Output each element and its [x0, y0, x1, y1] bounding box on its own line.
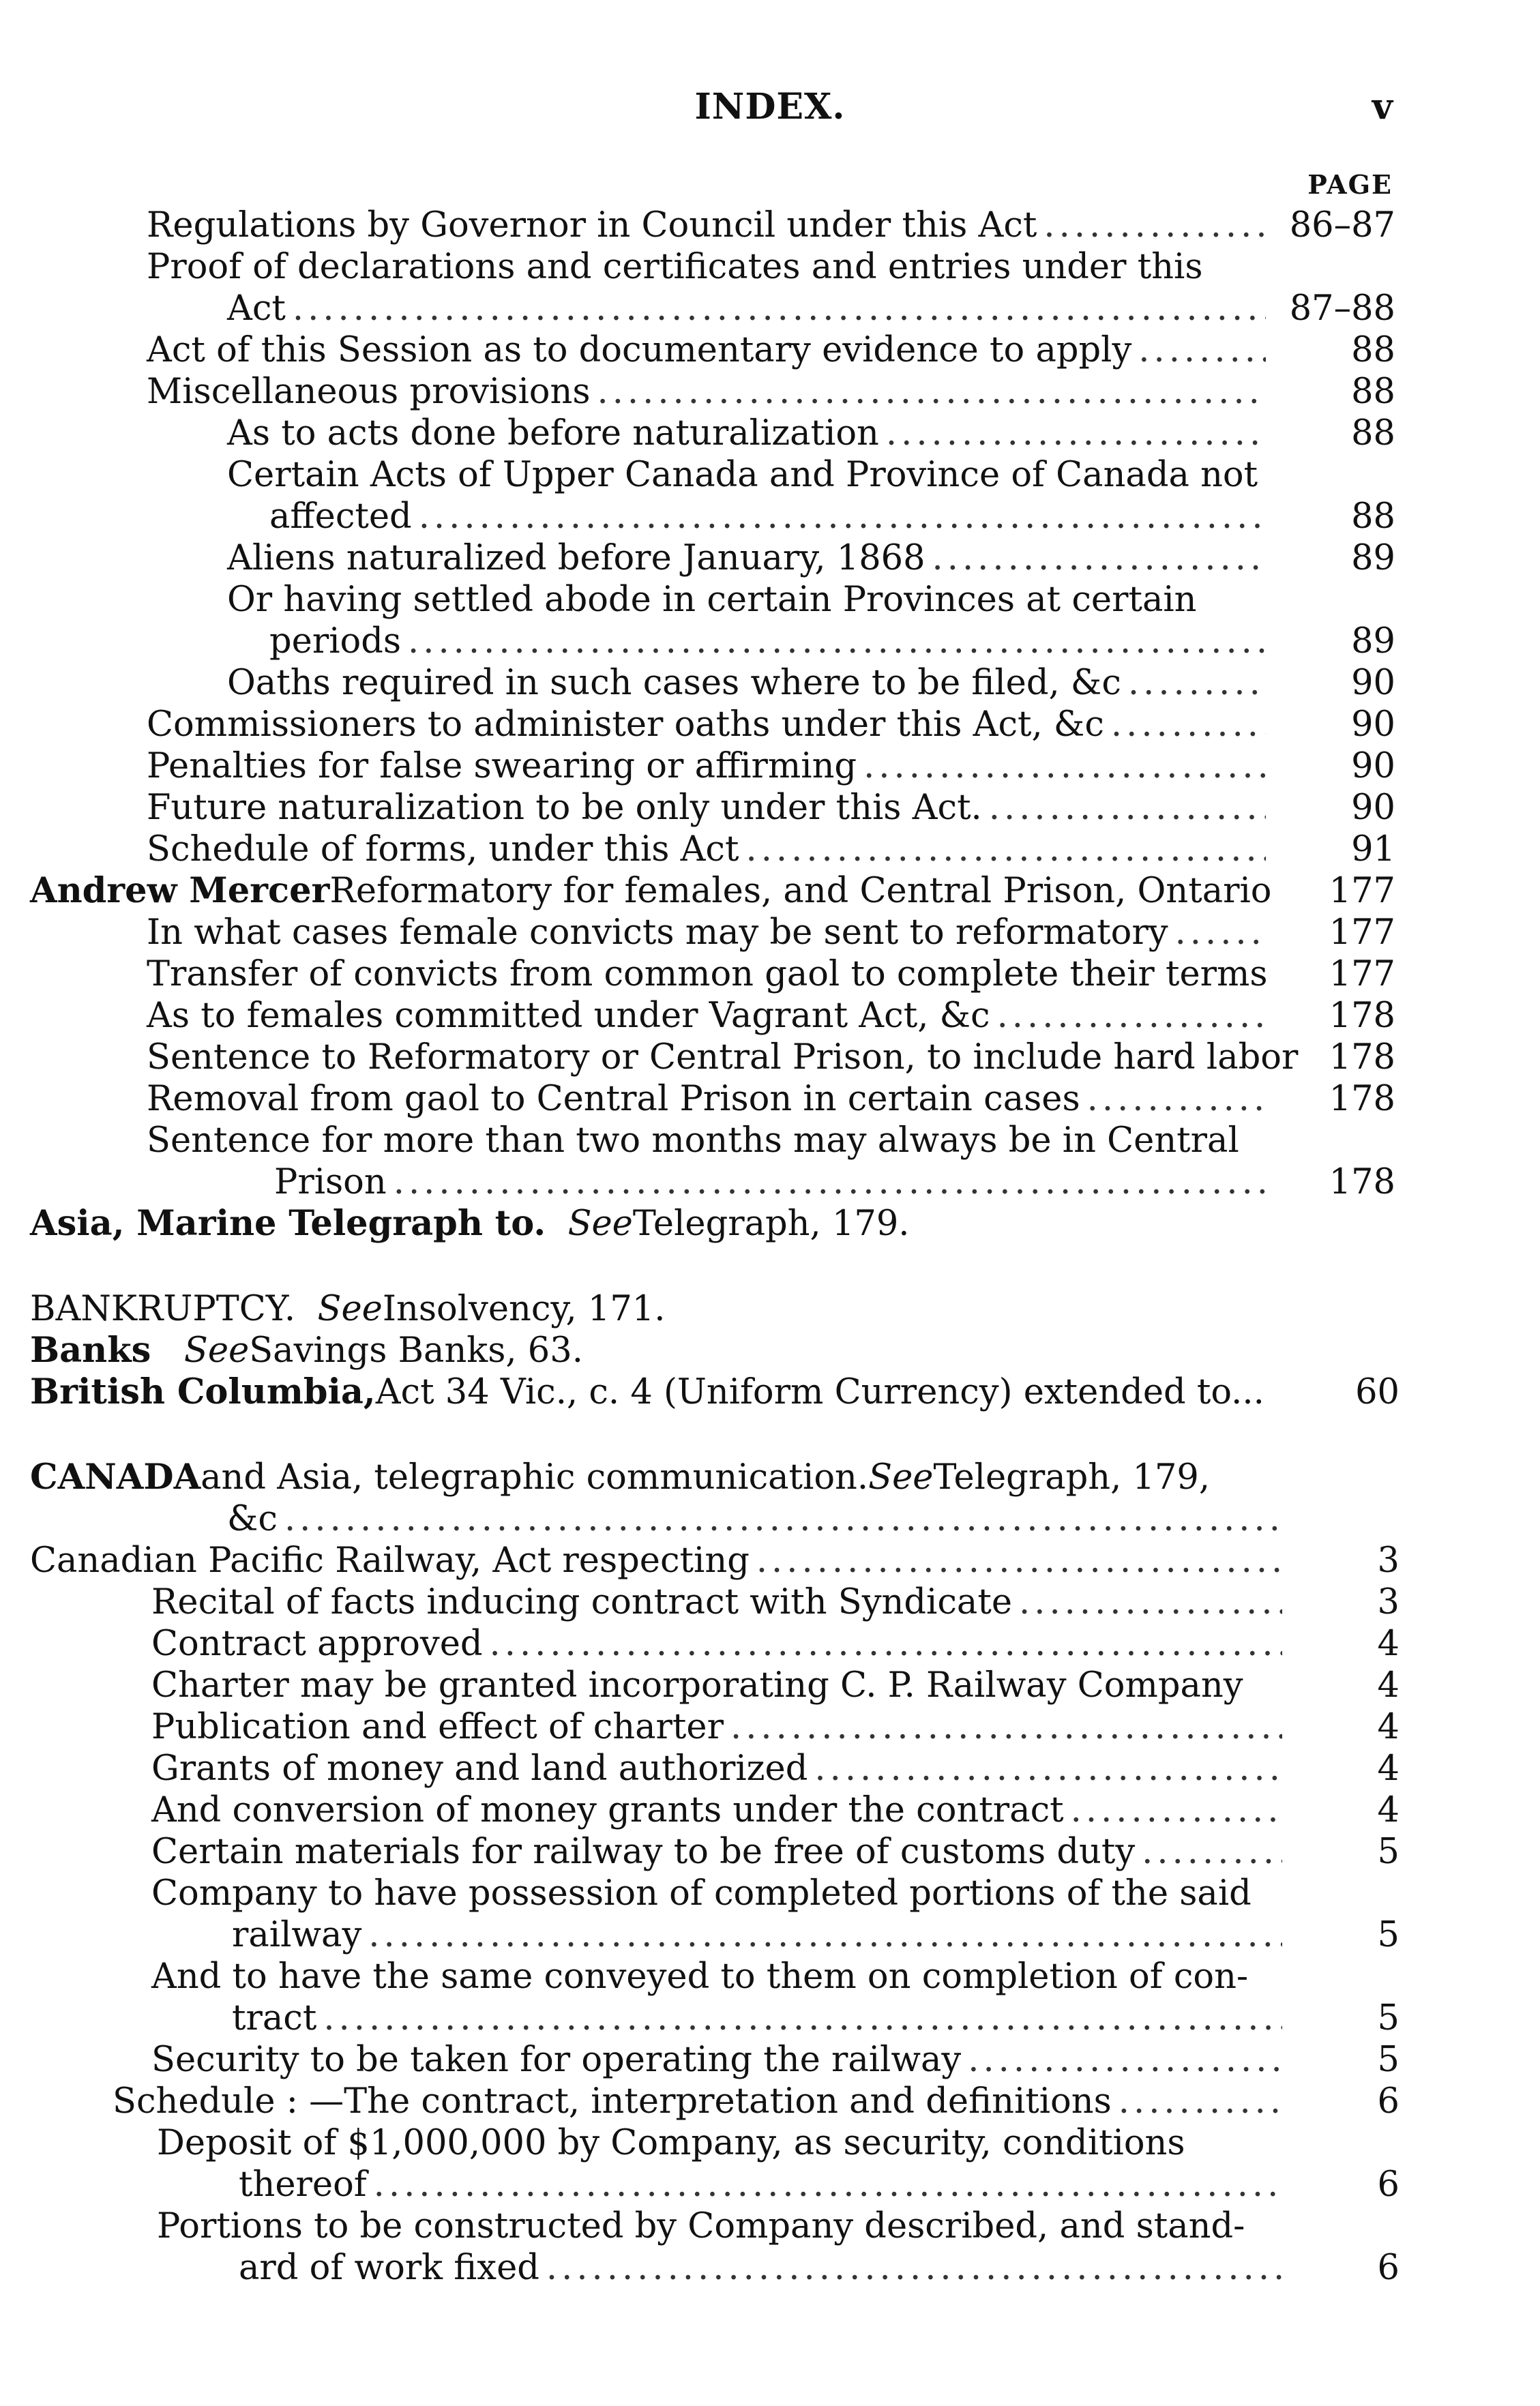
entry-text: [113, 2081, 1282, 2122]
entry-text: [151, 1581, 1282, 1623]
entry-page: 89: [1351, 621, 1395, 662]
dot-leader: [374, 2164, 1282, 2206]
entry-page: 4: [1377, 1665, 1400, 1706]
entry-label: Act: [227, 288, 286, 329]
dot-leader: [814, 1748, 1282, 1789]
entry-text: [269, 496, 1266, 537]
entry-text: [147, 829, 1266, 870]
entry-page: 87–88: [1289, 288, 1395, 329]
index-entry: [0, 1120, 1540, 1161]
entry-text: [274, 1161, 1266, 1203]
index-entry: [0, 662, 1540, 704]
entry-page: 4: [1377, 1790, 1400, 1830]
entry-label: affected: [269, 496, 412, 537]
index-entry: [0, 246, 1540, 288]
index-entry: [0, 1706, 1540, 1748]
entry-page: 3: [1377, 1582, 1400, 1622]
index-entry: [0, 1831, 1540, 1873]
entry-text: [147, 246, 1203, 288]
entry-page: 5: [1377, 1915, 1400, 1955]
entry-text: [147, 1037, 1298, 1078]
entry-text: [232, 1914, 1282, 1956]
dot-leader: [394, 1161, 1266, 1203]
entry-text: [30, 1203, 910, 1245]
dot-leader: [745, 829, 1266, 870]
entry-text: [151, 1873, 1252, 1914]
index-entry-heading: [0, 1371, 1540, 1413]
index-entry: [0, 579, 1540, 621]
index-entry: [0, 1873, 1540, 1914]
entry-text: [157, 2206, 1245, 2247]
index-entry: [0, 2247, 1540, 2289]
index-entry: [0, 1665, 1540, 1706]
index-entry: [0, 413, 1540, 454]
entry-label: Penalties for false swearing or affirming: [147, 746, 857, 786]
index-entry: [0, 995, 1540, 1037]
index-entry: [0, 2164, 1540, 2206]
entry-text: [30, 1457, 1210, 1498]
index-entry-heading: [0, 1457, 1540, 1498]
dot-leader: [368, 1914, 1282, 1956]
index-entry: [0, 1748, 1540, 1789]
entry-text: [151, 1706, 1282, 1748]
index-entry-heading: [0, 870, 1540, 912]
entry-label: Or having settled abode in certain Provinces at certain: [227, 580, 1197, 620]
entry-label: Recital of facts inducing contract with Syndicate: [151, 1582, 1013, 1622]
entry-label: Contract approved: [151, 1624, 483, 1664]
index-entry: [0, 371, 1540, 413]
dot-leader: [968, 2039, 1282, 2081]
index-entry-heading: [0, 1330, 1540, 1371]
entry-text: [151, 1623, 1282, 1665]
entry-page: 3: [1377, 1541, 1400, 1581]
entry-page: 4: [1377, 1707, 1400, 1747]
entry-page: 90: [1351, 746, 1395, 786]
index-entry: [0, 1498, 1540, 1540]
entry-label: Telegraph, 179.: [632, 1204, 910, 1244]
entry-label: Charter may be granted incorporating C. P. Railway Company: [151, 1665, 1243, 1706]
entry-label: Commissioners to administer oaths under this Act, &c: [147, 704, 1104, 745]
entry-label: See: [567, 1204, 633, 1244]
index-entry: [0, 329, 1540, 371]
entry-label: Schedule of forms, under this Act: [147, 829, 739, 870]
entry-text: [30, 1540, 1282, 1581]
entry-text: [147, 205, 1266, 246]
entry-text: [232, 1997, 1282, 2039]
entry-label: Sentence for more than two months may always be in Central: [147, 1120, 1239, 1161]
entry-label: Savings Banks, 63.: [249, 1331, 583, 1371]
dot-leader: [886, 413, 1266, 454]
dot-leader: [1138, 329, 1266, 371]
entry-label: Insolvency, 171.: [382, 1289, 666, 1329]
entry-page: 5: [1377, 1832, 1400, 1872]
dot-leader: [490, 1623, 1282, 1665]
entry-text: [157, 2122, 1185, 2164]
entry-label: See: [183, 1331, 250, 1371]
entry-text: [227, 537, 1266, 579]
entry-text: [147, 995, 1266, 1037]
entry-label: Regulations by Governor in Council under this Act: [147, 205, 1037, 246]
entry-label: Canadian Pacific Railway, Act respecting: [30, 1541, 750, 1581]
entry-label: &c: [227, 1499, 278, 1539]
entry-text: [151, 1831, 1282, 1873]
entry-label: Grants of money and land authorized: [151, 1749, 808, 1789]
entry-label: As to acts done before naturalization: [227, 413, 879, 454]
entry-label: Publication and effect of charter: [151, 1707, 724, 1747]
entry-page: 178: [1329, 1037, 1395, 1078]
entry-text: [147, 704, 1266, 745]
entry-label: railway: [232, 1915, 362, 1955]
dot-leader: [597, 371, 1267, 413]
entry-label: Certain materials for railway to be free of customs duty: [151, 1832, 1136, 1872]
index-entry: [0, 2081, 1540, 2122]
entry-text: [147, 1120, 1239, 1161]
entry-label: See: [868, 1457, 934, 1498]
page-title: INDEX.: [694, 86, 846, 128]
entry-page: 60: [1355, 1372, 1400, 1412]
index-entry: [0, 1997, 1540, 2039]
entry-label: British Columbia,: [30, 1371, 376, 1412]
entry-page: 6: [1377, 2165, 1400, 2205]
entry-text: [30, 1288, 665, 1330]
entry-text: [227, 1498, 1282, 1540]
index-entry: [0, 1914, 1540, 1956]
entry-text: [147, 953, 1268, 995]
entry-text: [30, 1371, 1264, 1413]
dot-leader: [1071, 1789, 1282, 1831]
index-entry: [0, 621, 1540, 662]
entry-label: And conversion of money grants under the contract: [151, 1790, 1064, 1830]
entry-page: 177: [1329, 954, 1395, 994]
index-entry: [0, 704, 1540, 745]
dot-leader: [293, 288, 1266, 329]
entry-text: [147, 371, 1266, 413]
entry-label: And to have the same conveyed to them on completion of con-: [151, 1957, 1249, 1997]
entry-label: tract: [232, 1998, 317, 2038]
dot-leader: [932, 537, 1266, 579]
entry-label: Deposit of $1,000,000 by Company, as security, conditions: [157, 2123, 1185, 2163]
dot-leader: [546, 2247, 1282, 2289]
entry-text: [30, 870, 1272, 912]
entry-page: 5: [1377, 2040, 1400, 2080]
entry-text: [151, 1665, 1243, 1706]
entry-label: Banks: [30, 1330, 151, 1371]
index-entry: [0, 288, 1540, 329]
entry-label: and Asia, telegraphic communication.: [201, 1457, 869, 1498]
entry-label: Portions to be constructed by Company described, and stand-: [157, 2206, 1245, 2246]
dot-leader: [1043, 205, 1266, 246]
entry-label: Removal from gaol to Central Prison in certain cases: [147, 1079, 1080, 1119]
blank-line: [0, 1245, 1540, 1288]
entry-label: Act of this Session as to documentary evidence to apply: [147, 330, 1132, 370]
dot-leader: [323, 1997, 1282, 2039]
dot-leader: [1175, 912, 1266, 953]
entry-text: [227, 413, 1266, 454]
dot-leader: [756, 1540, 1282, 1581]
entry-text: [147, 912, 1266, 953]
entry-text: [30, 1330, 583, 1371]
dot-leader: [1128, 662, 1266, 704]
entry-text: [239, 2247, 1282, 2289]
entry-page: 89: [1351, 538, 1395, 578]
page-column-label: PAGE: [1307, 169, 1393, 200]
index-entry: [0, 829, 1540, 870]
entry-page: 90: [1351, 704, 1395, 745]
entry-page: 90: [1351, 663, 1395, 703]
index-entry: [0, 1037, 1540, 1078]
index-entry: [0, 537, 1540, 579]
entry-label: Certain Acts of Upper Canada and Province of Canada not: [227, 455, 1258, 495]
dot-leader: [1119, 2081, 1282, 2122]
dot-leader: [989, 787, 1266, 829]
entry-text: [239, 2164, 1282, 2206]
entry-text: [151, 1748, 1282, 1789]
dot-leader: [419, 496, 1266, 537]
entry-text: [227, 288, 1266, 329]
entry-label: Act 34 Vic., c. 4 (Uniform Currency) extended to...: [375, 1372, 1264, 1412]
entry-label: Miscellaneous provisions: [147, 372, 591, 412]
entry-page: 88: [1351, 330, 1395, 370]
dot-leader: [1142, 1831, 1282, 1873]
entry-label: Telegraph, 179,: [933, 1457, 1211, 1498]
entry-text: [227, 662, 1266, 704]
entry-label: CANADA: [30, 1457, 201, 1498]
page-number: v: [1372, 86, 1393, 128]
index-entry: [0, 1540, 1540, 1581]
entry-page: 177: [1329, 871, 1395, 911]
index-entry-heading: [0, 1203, 1540, 1245]
dot-leader: [863, 745, 1266, 787]
entry-label: BANKRUPTCY.: [30, 1289, 296, 1329]
entry-label: In what cases female convicts may be sent to reformatory: [147, 912, 1168, 953]
index-entry: [0, 1078, 1540, 1120]
entry-label: Asia, Marine Telegraph to.: [30, 1203, 546, 1244]
entry-page: 6: [1377, 2081, 1400, 2122]
entry-page: 6: [1377, 2248, 1400, 2288]
entry-label: Aliens naturalized before January, 1868: [227, 538, 926, 578]
entry-label: Schedule : —The contract, interpretation and definitions: [113, 2081, 1112, 2122]
entry-label: Future naturalization to be only under this Act.: [147, 788, 982, 828]
entry-label: [295, 1288, 317, 1330]
index-entry: [0, 1789, 1540, 1831]
entry-label: Security to be taken for operating the railway: [151, 2040, 962, 2080]
entry-page: 90: [1351, 788, 1395, 828]
entry-label: Transfer of convicts from common gaol to complete their terms: [147, 954, 1268, 994]
index-entry: [0, 787, 1540, 829]
entry-page: 88: [1351, 372, 1395, 412]
entry-text: [269, 621, 1266, 662]
entry-label: Reformatory for females, and Central Prison, Ontario: [329, 871, 1272, 911]
entry-text: [147, 787, 1266, 829]
index-entry: [0, 496, 1540, 537]
index-entry: [0, 1581, 1540, 1623]
entry-label: Oaths required in such cases where to be filed, &c: [227, 663, 1121, 703]
index-entry: [0, 2122, 1540, 2164]
dot-leader: [408, 621, 1266, 662]
page-header: [0, 82, 1540, 136]
entry-label: periods: [269, 621, 402, 662]
index-entry: [0, 745, 1540, 787]
dot-leader: [997, 995, 1266, 1037]
index-entry: [0, 912, 1540, 953]
index-entry-heading: [0, 1288, 1540, 1330]
entry-text: [147, 1078, 1266, 1120]
entry-label: [546, 1203, 567, 1245]
entry-page: 5: [1377, 1998, 1400, 2038]
entry-label: ard of work fixed: [239, 2248, 539, 2288]
entry-label: [151, 1330, 184, 1371]
entry-page: 177: [1329, 912, 1395, 953]
entry-text: [151, 1956, 1248, 1997]
entry-label: Prison: [274, 1162, 387, 1202]
dot-leader: [1019, 1581, 1282, 1623]
entry-page: 86–87: [1289, 205, 1395, 246]
entry-text: [147, 329, 1266, 371]
entry-text: [151, 1789, 1282, 1831]
entry-label: Andrew Mercer: [30, 870, 330, 911]
blank-line: [0, 1413, 1540, 1457]
entry-label: thereof: [239, 2165, 367, 2205]
dot-leader: [1111, 704, 1266, 745]
entry-page: 4: [1377, 1749, 1400, 1789]
entry-page: 4: [1377, 1624, 1400, 1664]
index-entry: [0, 454, 1540, 496]
entry-label: Sentence to Reformatory or Central Prison, to include hard labor: [147, 1037, 1299, 1078]
index-entry: [0, 953, 1540, 995]
dot-leader: [284, 1498, 1282, 1540]
index-entry: [0, 1161, 1540, 1203]
index-entry: [0, 205, 1540, 246]
entry-page: 178: [1329, 1162, 1395, 1202]
entry-text: [151, 2039, 1282, 2081]
entry-page: 178: [1329, 996, 1395, 1036]
entry-label: See: [317, 1289, 383, 1329]
entry-text: [227, 454, 1258, 496]
entry-page: 88: [1351, 413, 1395, 454]
dot-leader: [730, 1706, 1282, 1748]
entry-text: [227, 579, 1197, 621]
entry-label: Company to have possession of completed portions of the said: [151, 1873, 1252, 1914]
entry-text: [147, 745, 1266, 787]
index-entries: [0, 205, 1540, 2289]
entry-label: Proof of declarations and certificates and entries under this: [147, 247, 1203, 287]
dot-leader: [1087, 1078, 1266, 1120]
index-entry: [0, 1623, 1540, 1665]
index-entry: [0, 2039, 1540, 2081]
entry-page: 91: [1351, 829, 1395, 870]
index-entry: [0, 2206, 1540, 2247]
entry-page: 178: [1329, 1079, 1395, 1119]
index-entry: [0, 1956, 1540, 1997]
entry-label: As to females committed under Vagrant Act, &c: [147, 996, 990, 1036]
entry-page: 88: [1351, 496, 1395, 537]
